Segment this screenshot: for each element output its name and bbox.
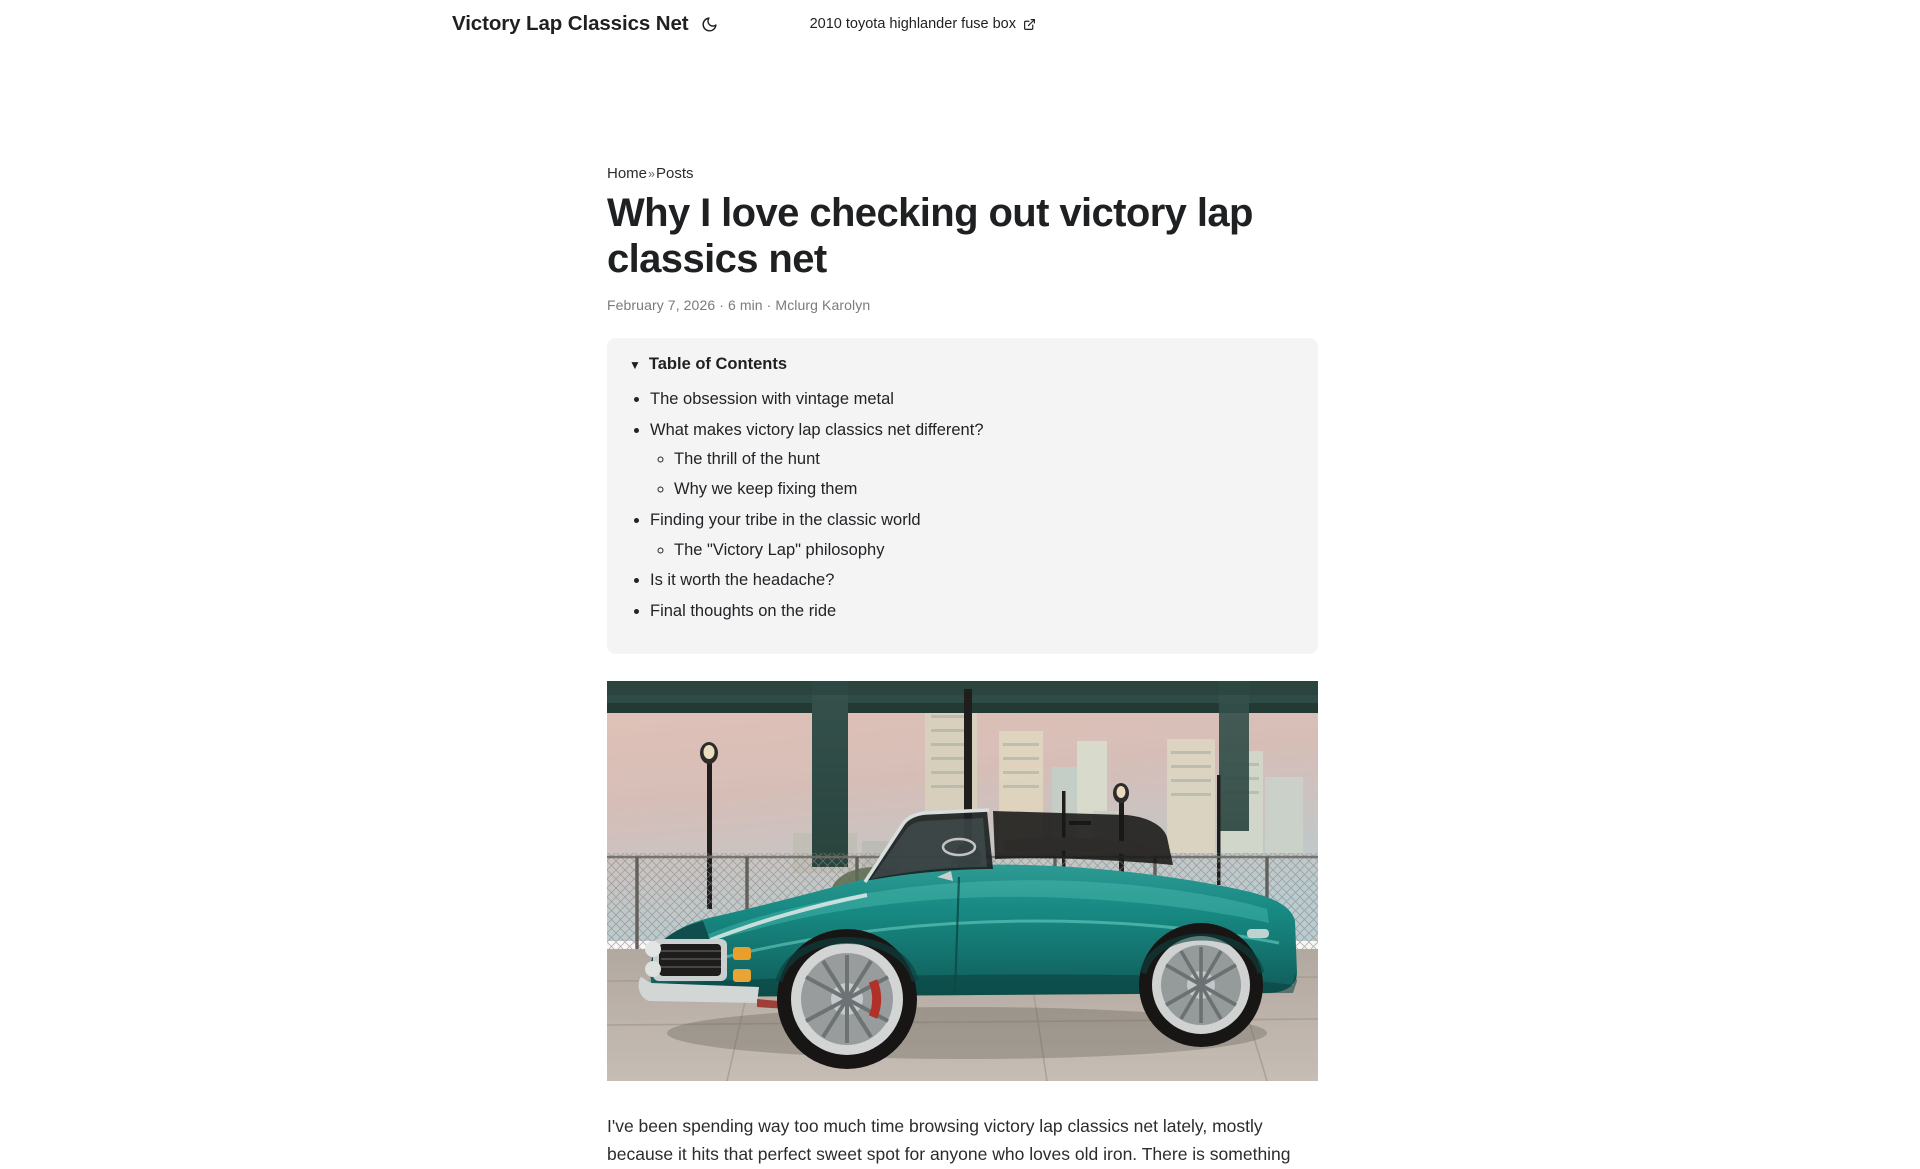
toc-item[interactable]: [650, 419, 1296, 503]
toc-subitem[interactable]: [674, 448, 1296, 472]
toc-link[interactable]: Is it worth the headache?: [650, 571, 835, 590]
toc-sublist: [650, 539, 1296, 563]
toc-subitem[interactable]: [674, 478, 1296, 502]
page-title: Why I love checking out victory lap classics net: [607, 190, 1253, 282]
toc-title: Table of Contents: [648, 355, 787, 374]
table-of-contents: [607, 338, 1318, 654]
site-title[interactable]: Victory Lap Classics Net: [452, 12, 689, 35]
external-link-icon: [1023, 18, 1036, 31]
toc-link[interactable]: Final thoughts on the ride: [650, 601, 837, 620]
article: [607, 164, 1318, 1168]
body-paragraph: I've been spending way too much time browsing victory lap classics net lately, mostly because it hits that perfect sweet spot for anyone who loves old iron. There is something: [607, 1115, 1291, 1165]
toc-item[interactable]: [650, 509, 1296, 563]
post-meta: February 7, 2026 · 6 min · Mclurg Karolyn: [607, 297, 871, 314]
chevron-down-icon: ▼: [629, 357, 641, 372]
hero-image: [607, 681, 1318, 1081]
toc-link[interactable]: What makes victory lap classics net different?: [650, 420, 984, 439]
toc-list: [629, 388, 1296, 623]
toc-item[interactable]: [650, 388, 1296, 412]
toc-sublink[interactable]: The thrill of the hunt: [674, 450, 820, 469]
breadcrumb-home[interactable]: Home: [607, 165, 648, 182]
breadcrumb-posts[interactable]: Posts: [655, 165, 694, 182]
breadcrumb: [607, 164, 1318, 184]
toc-link[interactable]: The obsession with vintage metal: [650, 390, 894, 409]
site-header: [0, 0, 1920, 60]
toc-item[interactable]: [650, 600, 1296, 624]
toc-item[interactable]: [650, 569, 1296, 593]
toc-link[interactable]: Finding your tribe in the classic world: [650, 510, 921, 529]
breadcrumb-separator: »: [648, 167, 655, 181]
teal-classic-convertible-photo: [607, 681, 1318, 1081]
article-body: [607, 1112, 1318, 1168]
moon-icon[interactable]: [700, 14, 720, 34]
toc-sublist: [650, 448, 1296, 502]
promo-link[interactable]: [810, 16, 1036, 32]
promo-link-label: 2010 toyota highlander fuse box: [809, 16, 1016, 32]
toc-subitem[interactable]: [674, 539, 1296, 563]
brand-block: [452, 12, 720, 36]
toc-sublink[interactable]: Why we keep fixing them: [674, 480, 858, 499]
toc-toggle[interactable]: [629, 355, 1296, 374]
toc-sublink[interactable]: The "Victory Lap" philosophy: [674, 540, 885, 559]
